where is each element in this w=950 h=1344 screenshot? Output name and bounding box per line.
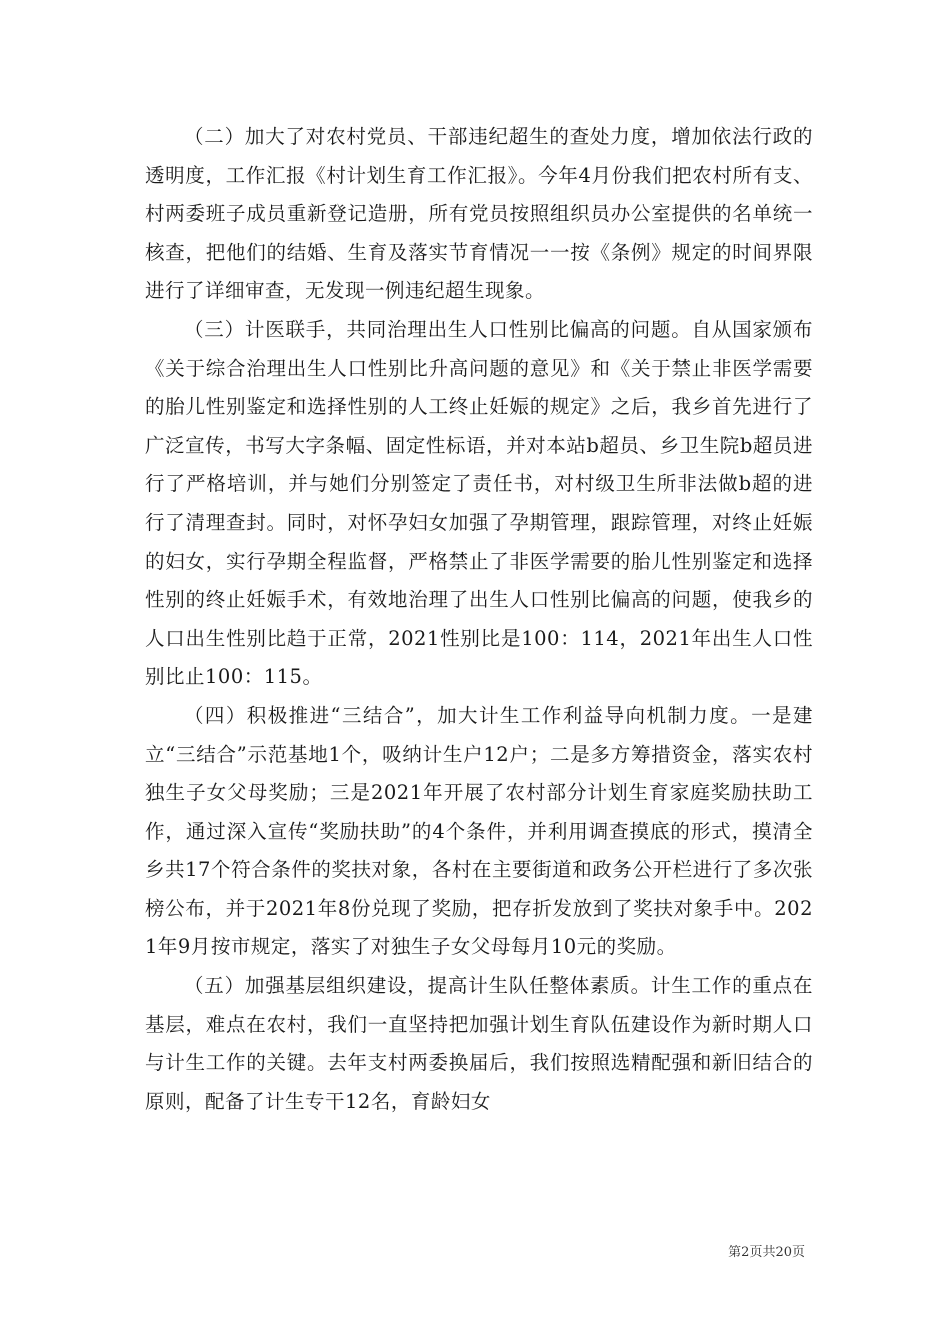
page-number: 第2页共20页 [728, 1245, 805, 1260]
paragraph-2: （二）加大了对农村党员、干部违纪超生的查处力度，增加依法行政的透明度，工作汇报《村计划生育工作汇报》。今年4月份我们把农村所有支、村两委班子成员重新登记造册，所有党员按照组织员办公室提供的名单统一核查，把他们的结婚、生育及落实节育情况一一按《条例》规定的时间界限进行了详细审查，无发现一例违纪超生现象。 [145, 125, 813, 303]
paragraph-4: （四）积极推进“三结合”，加大计生工作利益导向机制力度。一是建立“三结合”示范基地1个，吸纳计生户12户；二是多方筹措资金，落实农村独生子女父母奖励；三是2021年开展了农村部分计划生育家庭奖励扶助工作，通过深入宣传“奖励扶助”的4个条件，并利用调查摸底的形式，摸清全乡共17个符合条件的奖扶对象，各村在主要街道和政务公开栏进行了多次张榜公布，并于2021年8份兑现了奖励，把存折发放到了奖扶对象手中。2021年9月按市规定，落实了对独生子女父母每月10元的奖励。 [145, 703, 813, 959]
paragraph-5: （五）加强基层组织建设，提高计生队任整体素质。计生工作的重点在基层，难点在农村，我们一直坚持把加强计划生育队伍建设作为新时期人口与计生工作的关键。去年支村两委换届后，我们按照选精配强和新旧结合的原则，配备了计生专干12名，育龄妇女 [145, 974, 813, 1113]
paragraph-3: （三）计医联手，共同治理出生人口性别比偏高的问题。自从国家颁布《关于综合治理出生人口性别比升高问题的意见》和《关于禁止非医学需要的胎儿性别鉴定和选择性别的人工终止妊娠的规定》之后，我乡首先进行了广泛宣传，书写大字条幅、固定性标语，并对本站b超员、乡卫生院b超员进行了严格培训，并与她们分别签定了责任书，对村级卫生所非法做b超的进行了清理查封。同时，对怀孕妇女加强了孕期管理，跟踪管理，对终止妊娠的妇女，实行孕期全程监督，严格禁止了非医学需要的胎儿性别鉴定和选择性别的终止妊娠手术，有效地治理了出生人口性别比偏高的问题，使我乡的人口出生性别比趋于正常，2021性别比是100：114，2021年出生人口性别比止100：115。 [145, 317, 813, 689]
document-body [145, 118, 813, 1121]
